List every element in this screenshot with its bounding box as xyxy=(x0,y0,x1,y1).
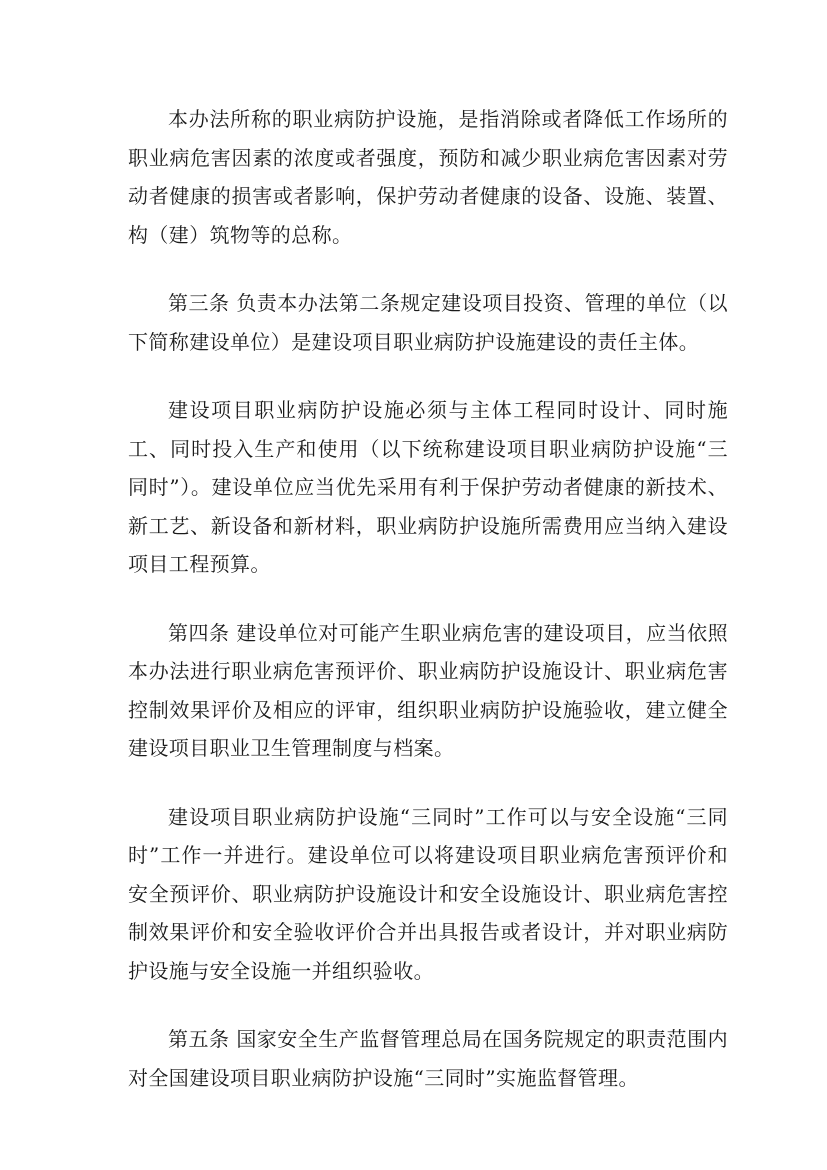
paragraph-definition: 本办法所称的职业病防护设施，是指消除或者降低工作场所的职业病危害因素的浓度或者强度，预防和减少职业病危害因素对劳动者健康的损害或者影响，保护劳动者健康的设备、设施、装置、构（建）筑物等的总称。 xyxy=(128,107,728,247)
paragraph-article-5: 第五条 国家安全生产监督管理总局在国务院规定的职责范围内对全国建设项目职业病防护设施“三同时”实施监督管理。 xyxy=(128,1027,728,1090)
paragraph-article-3: 第三条 负责本办法第二条规定建设项目投资、管理的单位（以下简称建设单位）是建设项目职业病防护设施建设的责任主体。 xyxy=(128,291,728,354)
paragraph-article-4: 第四条 建设单位对可能产生职业病危害的建设项目，应当依照本办法进行职业病危害预评价、职业病防护设施设计、职业病危害控制效果评价及相应的评审，组织职业病防护设施验收，建立健全建设项目职业卫生管理制度与档案。 xyxy=(128,620,728,760)
paragraph-three-simultaneous: 建设项目职业病防护设施必须与主体工程同时设计、同时施工、同时投入生产和使用（以下统称建设项目职业病防护设施“三同时”）。建设单位应当优先采用有利于保护劳动者健康的新技术、新工艺、新设备和新材料，职业病防护设施所需费用应当纳入建设项目工程预算。 xyxy=(128,398,728,576)
document-body xyxy=(128,100,728,1127)
paragraph-combined-work: 建设项目职业病防护设施“三同时”工作可以与安全设施“三同时”工作一并进行。建设单位可以将建设项目职业病危害预评价和安全预评价、职业病防护设施设计和安全设施设计、职业病危害控制效果评价和安全验收评价合并出具报告或者设计，并对职业病防护设施与安全设施一并组织验收。 xyxy=(128,804,728,983)
